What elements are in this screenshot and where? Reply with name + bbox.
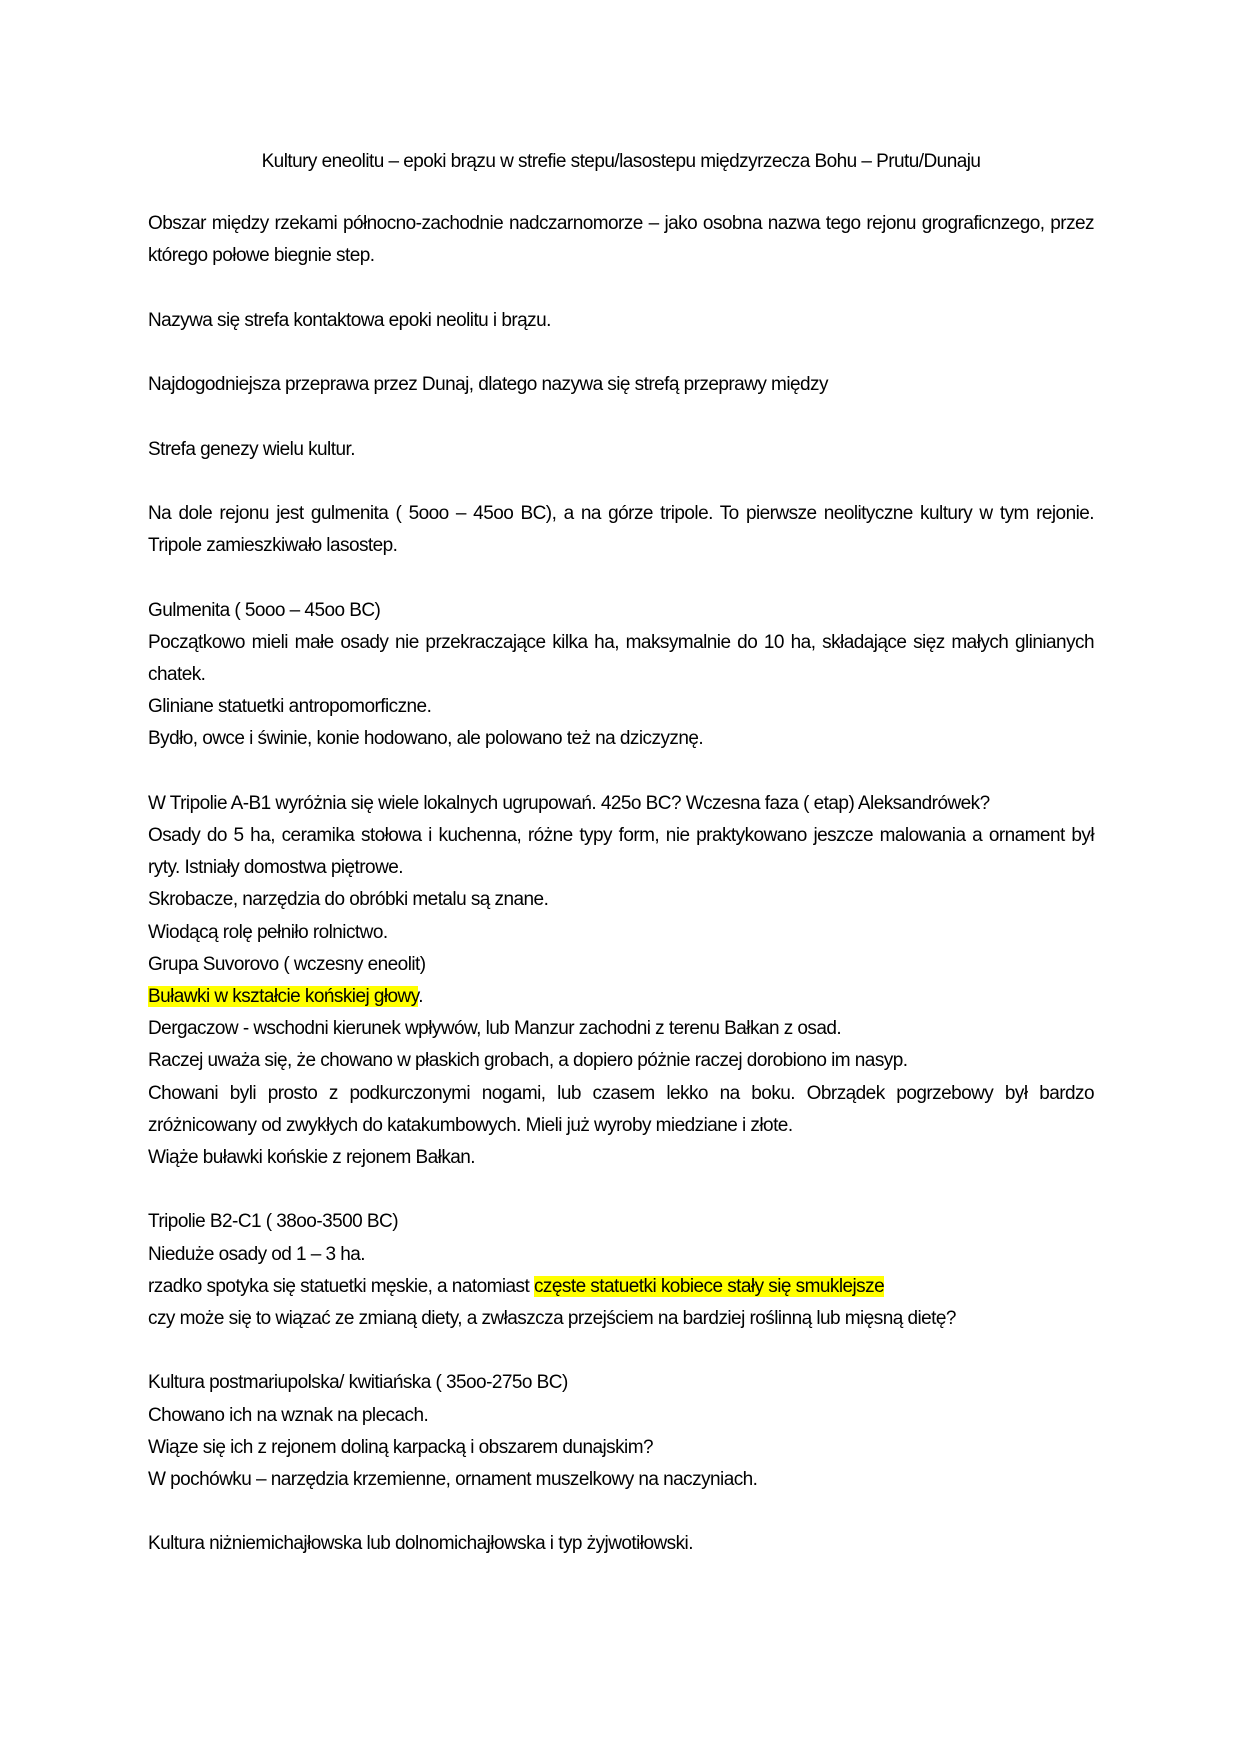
intro-paragraph-3: Najdogodniejsza przeprawa przez Dunaj, dlatego nazywa się strefą przeprawy między bbox=[148, 374, 828, 396]
tripolie-ab1-line-9: Chowani byli prosto z podkurczonymi nogami, lub czasem lekko na boku. Obrządek pogrzebowy był bardzo zróżnicowany od zwykłych do katakumbowych. Mieli już wyroby miedziane i złote. bbox=[148, 1082, 1094, 1136]
section-postmariupolska bbox=[148, 1367, 1094, 1496]
document-title: Kultury eneolitu – epoki brązu w strefie stepu/lasostepu międzyrzecza Bohu – Prutu/Dunaju bbox=[261, 151, 981, 172]
intro-paragraph-1: Obszar między rzekami północno-zachodnie nadczarnomorze – jako osobna nazwa tego rejonu grograficnzego, przez którego połowe biegnie step. bbox=[148, 213, 1094, 267]
tripolie-ab1-line-4: Wiodącą rolę pełniło rolnictwo. bbox=[148, 921, 388, 943]
gulmenita-line-2: Gliniane statuetki antropomorficzne. bbox=[148, 696, 432, 718]
tripolie-ab1-line-5: Grupa Suvorovo ( wczesny eneolit) bbox=[148, 953, 426, 975]
intro-paragraph-5: Na dole rejonu jest gulmenita ( 5ooo – 45oo BC), a na górze tripole. To pierwsze neolityczne kultury w tym rejonie. Tripole zamieszkiwało lasostep. bbox=[148, 502, 1094, 557]
section-tripolie-ab1 bbox=[148, 788, 1094, 1174]
tripolie-b2c1-line-1: Nieduże osady od 1 – 3 ha. bbox=[148, 1243, 366, 1265]
intro-paragraph-4: Strefa genezy wielu kultur. bbox=[148, 438, 355, 460]
section-gulmenita bbox=[148, 595, 1094, 756]
tripolie-ab1-line-10: Wiąże buławki końskie z rejonem Bałkan. bbox=[148, 1147, 476, 1168]
line-end-punctuation: . bbox=[418, 985, 424, 1007]
section-heading-gulmenita: Gulmenita ( 5ooo – 45oo BC) bbox=[148, 599, 381, 621]
tripolie-ab1-line-8: Raczej uważa się, że chowano w płaskich grobach, a dopiero póżnie raczej dorobiono im nasyp. bbox=[148, 1050, 908, 1072]
tripolie-b2c1-line-2 bbox=[148, 1271, 1094, 1303]
highlighted-text: Buławki w kształcie końskiej głowy bbox=[148, 985, 419, 1007]
highlighted-text: częste statuetki kobiece stały się smuklejsze bbox=[533, 1275, 885, 1297]
line-text: rzadko spotyka się statuetki męskie, a natomiast bbox=[148, 1275, 534, 1297]
gulmenita-line-1: Początkowo mieli małe osady nie przekraczające kilka ha, maksymalnie do 10 ha, składające sięz małych glinianych chatek. bbox=[148, 631, 1094, 685]
section-tripolie-b2c1 bbox=[148, 1206, 1094, 1335]
intro-paragraph-2: Nazywa się strefa kontaktowa epoki neolitu i brązu. bbox=[148, 309, 551, 331]
gulmenita-line-3: Bydło, owce i świnie, konie hodowano, ale polowano też na dziczyznę. bbox=[148, 728, 704, 750]
document-body bbox=[148, 146, 1094, 1593]
tripolie-ab1-line-3: Skrobacze, narzędzia do obróbki metalu są znane. bbox=[148, 889, 549, 911]
postmariupolska-line-3: W pochówku – narzędzia krzemienne, ornament muszelkowy na naczyniach. bbox=[148, 1469, 758, 1490]
tripolie-ab1-line-2: Osady do 5 ha, ceramika stołowa i kuchenna, różne typy form, nie praktykowano jeszcze malowania a ornament był ryty. Istniały domostwa piętrowe. bbox=[148, 824, 1094, 879]
section-heading-tripolie-b2c1: Tripolie B2-C1 ( 38oo-3500 BC) bbox=[148, 1211, 398, 1233]
postmariupolska-line-2: Wiąze się ich z rejonem doliną karpacką i obszarem dunajskim? bbox=[148, 1436, 654, 1458]
closing-paragraph: Kultura niżniemichajłowska lub dolnomichajłowska i typ żyjwotiłowski. bbox=[148, 1533, 693, 1555]
tripolie-b2c1-line-3: czy może się to wiązać ze zmianą diety, a zwłaszcza przejściem na bardziej roślinną lub mięsną dietę? bbox=[148, 1308, 956, 1329]
tripolie-ab1-line-1: W Tripolie A-B1 wyróżnia się wiele lokalnych ugrupowań. 425o BC? Wczesna faza ( etap) Aleksandrówek? bbox=[148, 792, 990, 814]
tripolie-ab1-line-6 bbox=[148, 981, 1094, 1013]
tripolie-ab1-line-7: Dergaczow - wschodni kierunek wpływów, lub Manzur zachodni z terenu Bałkan z osad. bbox=[148, 1018, 842, 1040]
section-heading-postmariupolska: Kultura postmariupolska/ kwitiańska ( 35oo-275o BC) bbox=[148, 1372, 568, 1394]
postmariupolska-line-1: Chowano ich na wznak na plecach. bbox=[148, 1404, 429, 1426]
